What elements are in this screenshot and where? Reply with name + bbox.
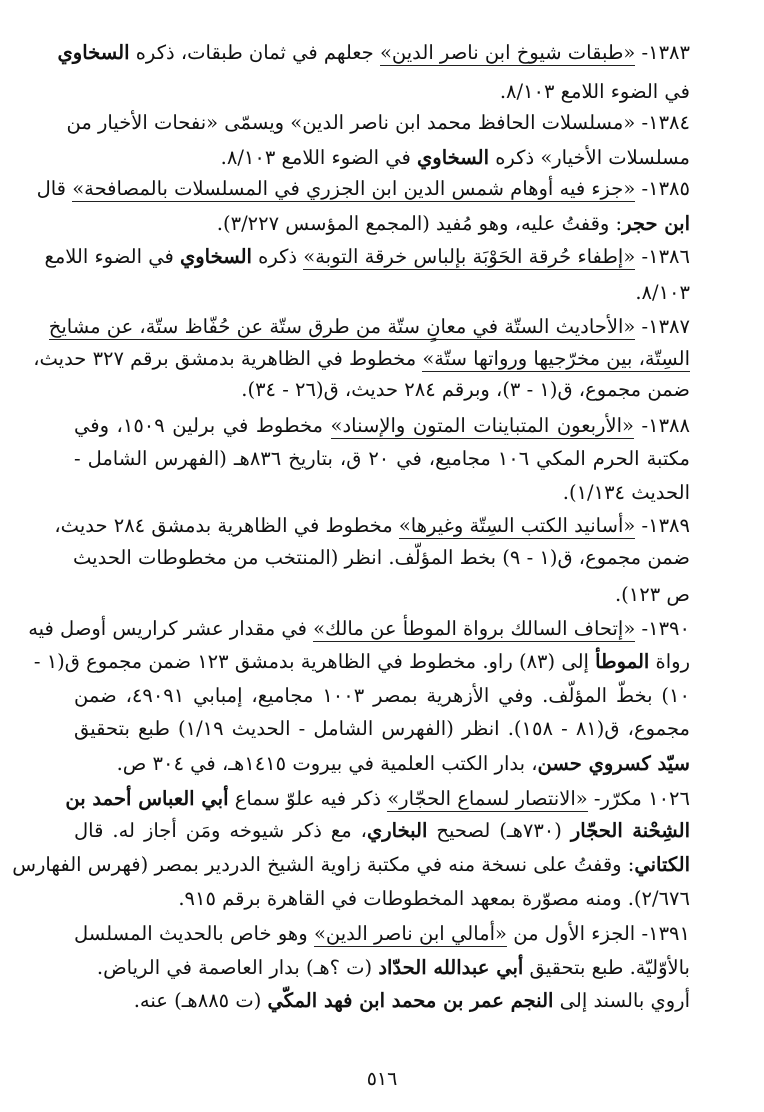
text-line — [74, 446, 690, 472]
text-line — [54, 513, 690, 539]
text-run: ١٣٩١- الجزء الأول من — [506, 922, 690, 945]
underlined-title: «إطفاء حُرقة الحَوْبَة بإلباس خرقة التوبة» — [303, 245, 636, 268]
text-run: ١٣٨٦- — [635, 245, 690, 268]
text-run: ٨/١٠٣. — [635, 281, 690, 304]
text-line — [74, 377, 690, 403]
text-run: الحديث ١/١٣٤). — [562, 481, 690, 504]
text-run: ١٣٨٣- — [635, 41, 690, 64]
text-run: أروي بالسند إلى — [553, 989, 690, 1012]
underlined-title: «جزء فيه أوهام شمس الدين ابن الجزري في المسلسلات بالمصافحة» — [72, 177, 636, 200]
text-run: ١٣٨٥- — [635, 177, 690, 200]
bold-name: الشِحْنة الحجّار — [570, 819, 690, 842]
text-run: مسلسلات الأخيار» ذكره — [489, 146, 690, 169]
text-run: ١٣٩٠- — [635, 617, 690, 640]
bold-name: الموطأ — [595, 650, 650, 673]
text-run: مخطوط في برلين ١٥٠٩، وفي — [74, 414, 331, 437]
text-line — [74, 480, 690, 506]
text-run: في الضوء اللامع ٨/١٠٣. — [499, 80, 690, 103]
text-run: ١٣٨٨- — [633, 414, 690, 437]
text-line — [36, 176, 690, 202]
text-run: : وقفتُ على نسخة منه في مكتبة زاوية الشيخ الدردير بمصر (فهرس الفهارس — [12, 853, 635, 876]
text-run: ، مع ذكر شيوخه ومَن أجاز له. قال — [74, 819, 367, 842]
bold-name: النجم عمر بن محمد ابن فهد المكّي — [267, 989, 554, 1012]
text-run: جعلهم في ثمان طبقات، ذكره — [129, 41, 380, 64]
text-line — [74, 988, 690, 1014]
bold-name: أبي العباس أحمد بن — [65, 787, 229, 810]
text-run: ٢/٦٧٦). ومنه مصوّرة بمعهد المخطوطات في القاهرة برقم ٩١٥. — [178, 887, 690, 910]
text-run: ، بدار الكتب العلمية في بيروت ١٤١٥هـ، في ٣٠٤ ص. — [116, 752, 538, 775]
text-line — [74, 683, 690, 709]
text-run: قال — [36, 177, 73, 200]
text-line — [74, 545, 690, 571]
text-line — [12, 852, 690, 878]
text-line — [74, 582, 690, 608]
text-run: (ت ٨٨٥هـ) عنه. — [133, 989, 268, 1012]
text-run: ١٠) بخطّ المؤلّف. وفي الأزهرية بمصر ١٠٠٣ مجاميع، إمبابي ٤٩٠٩١، ضمن — [74, 684, 690, 707]
text-line — [74, 211, 690, 237]
text-run: ١٠٢٦ مكرّر- — [587, 787, 690, 810]
text-line — [74, 818, 690, 844]
text-run: وهو خاص بالحديث المسلسل — [74, 922, 314, 945]
text-run: مكتبة الحرم المكي ١٠٦ مجاميع، في ٢٠ ق، بتاريخ ٨٣٦هـ (الفهرس الشامل - — [74, 447, 691, 470]
text-run: مخطوط في الظاهرية بدمشق برقم ٣٢٧ حديث، — [33, 347, 423, 370]
underlined-title: «الأربعون المتباينات المتون والإسناد» — [330, 414, 634, 437]
text-line — [74, 79, 690, 105]
text-run: ١٣٨٩- — [635, 514, 690, 537]
underlined-title: «أمالي ابن ناصر الدين» — [313, 922, 507, 945]
bold-name: أبي عبدالله الحدّاد — [378, 956, 524, 979]
text-run: ضمن مجموع، ق(١ - ٩) بخط المؤلّف. انظر (المنتخب من مخطوطات الحديث — [73, 546, 690, 569]
text-run: مخطوط في الظاهرية بدمشق ٢٨٤ حديث، — [54, 514, 399, 537]
text-run: ذكره — [251, 245, 304, 268]
bold-name: السخاوي — [57, 41, 130, 64]
text-line — [33, 649, 690, 675]
text-run: (ت ؟هـ) بدار العاصمة في الرياض. — [96, 956, 379, 979]
text-line — [66, 110, 690, 136]
text-line — [74, 145, 690, 171]
underlined-title: «الأحاديث الستّة في معانٍ ستّة من طرق ستّة عن حُفّاظ ستّة، عن مشايخ — [48, 315, 636, 338]
text-line — [44, 244, 690, 270]
bold-name: الكتاني — [634, 853, 690, 876]
underlined-title: «إتحاف السالك برواة الموطأ عن مالك» — [313, 617, 636, 640]
bold-name: البخاري — [366, 819, 428, 842]
text-line — [74, 921, 690, 947]
underlined-title: «أسانيد الكتب السِتّة وغيرها» — [398, 514, 636, 537]
text-line — [57, 40, 690, 66]
page-number: ٥١٦ — [366, 1068, 398, 1090]
text-run: ص ١٢٣). — [614, 583, 690, 606]
underlined-title: السِتّة، بين مخرّجيها ورواتها ستّة» — [422, 347, 690, 370]
text-run: مجموع، ق(٨١ - ١٥٨). انظر (الفهرس الشامل - الحديث ١/١٩) طبع بتحقيق — [74, 717, 690, 740]
underlined-title: «الانتصار لسماع الحجّار» — [387, 787, 588, 810]
text-line — [74, 413, 690, 439]
text-run: ١٣٨٤- «مسلسلات الحافظ محمد ابن ناصر الدين» ويسمّى «نفحات الأخيار من — [66, 111, 690, 134]
underlined-title: «طبقات شيوخ ابن ناصر الدين» — [379, 41, 636, 64]
text-run: ضمن مجموع، ق(١ - ٣)، وبرقم ٢٨٤ حديث، ق(٢٦ - ٣٤). — [241, 378, 690, 401]
text-run: ١٣٨٧- — [635, 315, 690, 338]
text-run: بالأوّليّة. طبع بتحقيق — [523, 956, 690, 979]
text-line — [74, 955, 690, 981]
text-run: في الضوء اللامع ٨/١٠٣. — [220, 146, 418, 169]
text-line — [74, 280, 690, 306]
bold-name: السخاوي — [179, 245, 252, 268]
text-run: : وقفتُ عليه، وهو مُفيد (المجمع المؤسس ٣/٢٢٧). — [216, 212, 623, 235]
bold-name: السخاوي — [417, 146, 489, 169]
bold-name: ابن حجر — [622, 212, 690, 235]
text-line — [74, 886, 690, 912]
text-run: في مقدار عشر كراريس أوصل فيه — [28, 617, 314, 640]
text-run: رواة — [649, 650, 690, 673]
bold-name: سيّد كسروي حسن — [537, 752, 690, 775]
text-run: ذكر فيه علوّ سماع — [228, 787, 388, 810]
text-run: في الضوء اللامع — [44, 245, 180, 268]
text-line — [33, 346, 690, 372]
text-line — [74, 751, 690, 777]
text-run: (٧٣٠هـ) لصحيح — [427, 819, 571, 842]
text-line — [28, 616, 690, 642]
text-line — [74, 716, 690, 742]
text-line — [65, 786, 690, 812]
text-line — [48, 314, 690, 340]
text-run: إلى (٨٣) راو. مخطوط في الظاهرية بدمشق ١٢٣ ضمن مجموع ق(١ - — [33, 650, 596, 673]
